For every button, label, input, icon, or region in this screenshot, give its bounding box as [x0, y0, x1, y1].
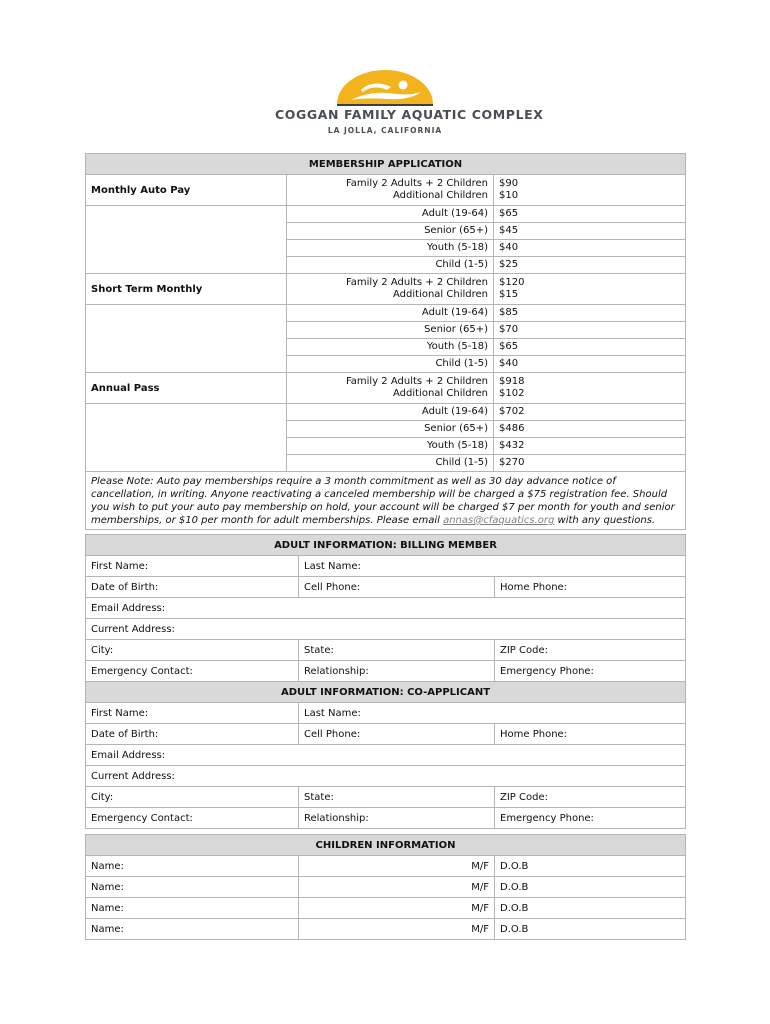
membership-family-row [86, 373, 686, 404]
child-dob-field[interactable]: D.O.B [495, 856, 686, 877]
coapplicant-email-field[interactable]: Email Address: [86, 745, 686, 766]
family-label: Family 2 Adults + 2 Children [345, 277, 488, 288]
coapplicant-dob-field[interactable]: Date of Birth: [86, 724, 299, 745]
child-dob-field[interactable]: D.O.B [495, 898, 686, 919]
rate-price: $85 [494, 305, 686, 322]
rate-label: Youth (5-18) [287, 240, 494, 257]
table-row [86, 898, 686, 919]
coapplicant-state-field[interactable]: State: [299, 787, 495, 808]
rate-price: $45 [494, 223, 686, 240]
category-short-term-monthly: Short Term Monthly [86, 274, 287, 305]
category-monthly-auto-pay: Monthly Auto Pay [86, 175, 287, 206]
coapplicant-relationship-field[interactable]: Relationship: [299, 808, 495, 829]
coapplicant-cell-phone-field[interactable]: Cell Phone: [299, 724, 495, 745]
child-sex-field[interactable]: M/F [299, 919, 495, 940]
adult-information-table [85, 534, 686, 829]
rate-label: Senior (65+) [287, 421, 494, 438]
billing-zip-field[interactable]: ZIP Code: [495, 640, 686, 661]
rate-label: Adult (19-64) [287, 305, 494, 322]
billing-email-field[interactable]: Email Address: [86, 598, 686, 619]
membership-row [86, 404, 686, 421]
child-name-field[interactable]: Name: [86, 898, 299, 919]
child-dob-field[interactable]: D.O.B [495, 919, 686, 940]
coapplicant-city-field[interactable]: City: [86, 787, 299, 808]
additional-children-price: $15 [499, 289, 519, 300]
family-price: $120 [499, 277, 525, 288]
table-row [86, 856, 686, 877]
rate-label: Child (1-5) [287, 356, 494, 373]
rate-label: Child (1-5) [287, 257, 494, 274]
billing-first-name-field[interactable]: First Name: [86, 556, 299, 577]
rate-price: $65 [494, 206, 686, 223]
child-dob-field[interactable]: D.O.B [495, 877, 686, 898]
rate-label: Youth (5-18) [287, 438, 494, 455]
membership-note [86, 472, 686, 530]
rate-label: Adult (19-64) [287, 206, 494, 223]
children-section-title: CHILDREN INFORMATION [86, 835, 686, 856]
coapplicant-home-phone-field[interactable]: Home Phone: [495, 724, 686, 745]
billing-address-field[interactable]: Current Address: [86, 619, 686, 640]
billing-state-field[interactable]: State: [299, 640, 495, 661]
table-row [86, 877, 686, 898]
child-sex-field[interactable]: M/F [299, 898, 495, 919]
additional-children-price: $10 [499, 190, 519, 201]
family-price: $90 [499, 178, 519, 189]
rate-label: Senior (65+) [287, 223, 494, 240]
family-label: Family 2 Adults + 2 Children [345, 376, 488, 387]
rate-label: Adult (19-64) [287, 404, 494, 421]
rate-price: $486 [494, 421, 686, 438]
child-name-field[interactable]: Name: [86, 856, 299, 877]
family-price: $918 [499, 376, 525, 387]
rate-label: Senior (65+) [287, 322, 494, 339]
billing-cell-phone-field[interactable]: Cell Phone: [299, 577, 495, 598]
logo [275, 70, 544, 140]
logo-title: COGGAN FAMILY AQUATIC COMPLEX [275, 107, 544, 122]
billing-emergency-contact-field[interactable]: Emergency Contact: [86, 661, 299, 682]
coapplicant-last-name-field[interactable]: Last Name: [299, 703, 686, 724]
coapplicant-section-title: ADULT INFORMATION: CO-APPLICANT [86, 682, 686, 703]
rate-label: Youth (5-18) [287, 339, 494, 356]
billing-dob-field[interactable]: Date of Birth: [86, 577, 299, 598]
contact-email-link[interactable]: annas@cfaquatics.org [443, 515, 555, 526]
billing-home-phone-field[interactable]: Home Phone: [495, 577, 686, 598]
membership-family-row [86, 274, 686, 305]
child-sex-field[interactable]: M/F [299, 877, 495, 898]
children-information-table [85, 834, 686, 940]
billing-relationship-field[interactable]: Relationship: [299, 661, 495, 682]
coapplicant-emergency-contact-field[interactable]: Emergency Contact: [86, 808, 299, 829]
additional-children-label: Additional Children [393, 289, 488, 300]
rate-price: $40 [494, 356, 686, 373]
child-name-field[interactable]: Name: [86, 919, 299, 940]
billing-last-name-field[interactable]: Last Name: [299, 556, 686, 577]
membership-table [85, 153, 686, 530]
coapplicant-first-name-field[interactable]: First Name: [86, 703, 299, 724]
coapplicant-address-field[interactable]: Current Address: [86, 766, 686, 787]
rate-price: $270 [494, 455, 686, 472]
rate-price: $40 [494, 240, 686, 257]
membership-row [86, 206, 686, 223]
billing-city-field[interactable]: City: [86, 640, 299, 661]
family-label: Family 2 Adults + 2 Children [345, 178, 488, 189]
coapplicant-emergency-phone-field[interactable]: Emergency Phone: [495, 808, 686, 829]
rate-price: $25 [494, 257, 686, 274]
billing-emergency-phone-field[interactable]: Emergency Phone: [495, 661, 686, 682]
child-sex-field[interactable]: M/F [299, 856, 495, 877]
billing-section-title: ADULT INFORMATION: BILLING MEMBER [86, 535, 686, 556]
category-annual-pass: Annual Pass [86, 373, 287, 404]
membership-family-row [86, 175, 686, 206]
table-row [86, 919, 686, 940]
logo-subtitle: LA JOLLA, CALIFORNIA [327, 126, 443, 135]
membership-title: MEMBERSHIP APPLICATION [86, 154, 686, 175]
note-text-end: with any questions. [554, 515, 656, 526]
additional-children-price: $102 [499, 388, 525, 399]
rate-label: Child (1-5) [287, 455, 494, 472]
child-name-field[interactable]: Name: [86, 877, 299, 898]
additional-children-label: Additional Children [393, 190, 488, 201]
membership-row [86, 305, 686, 322]
rate-price: $432 [494, 438, 686, 455]
coapplicant-zip-field[interactable]: ZIP Code: [495, 787, 686, 808]
note-text: Please Note: Auto pay memberships require a 3 month commitment as well as 30 day advance notice of cancellation, in writing. Anyone reactivating a canceled membership will be charged a $75 registration fee. Should you wish to put your auto pay membership on hold, your account will be charged $7 per month for youth and senior memberships, or $10 per month for adult memberships. Please email [91, 476, 675, 526]
rate-price: $70 [494, 322, 686, 339]
swimmer-sun-logo-icon [337, 70, 433, 106]
rate-price: $65 [494, 339, 686, 356]
additional-children-label: Additional Children [393, 388, 488, 399]
rate-price: $702 [494, 404, 686, 421]
